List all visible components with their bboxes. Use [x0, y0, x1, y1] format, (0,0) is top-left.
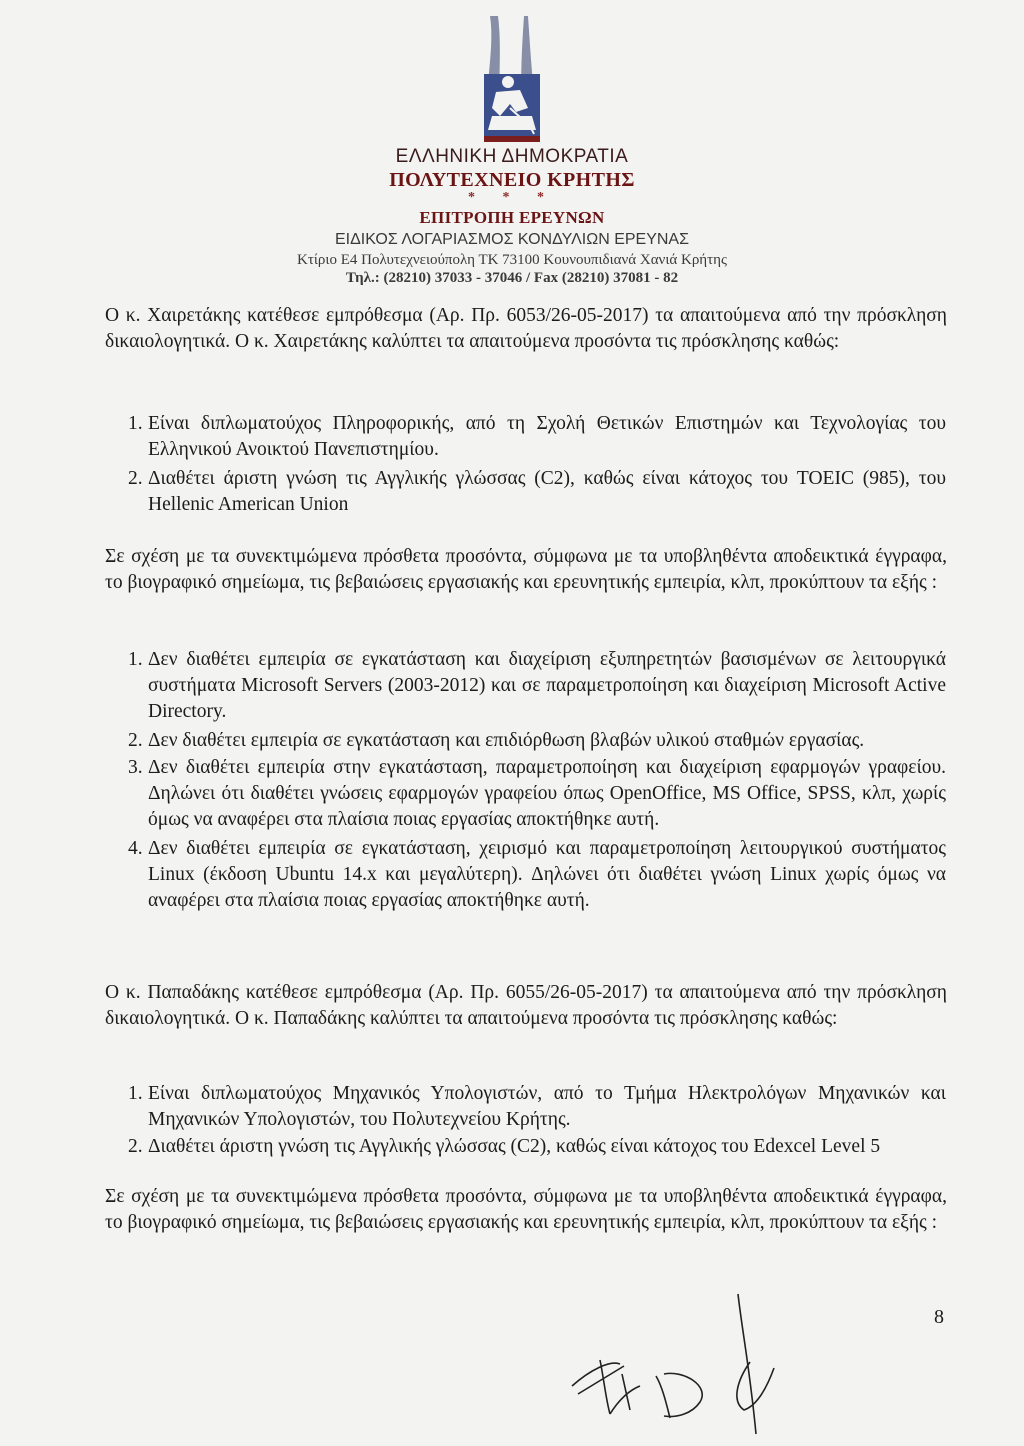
list-item-text: Δεν διαθέτει εμπειρία σε εγκατάσταση και διαχείριση εξυπηρετητών βασισμένων σε λειτουργικά συστήματα Microsoft Servers (2003-2012) και σε παραμετροποίηση και διαχείριση Microsoft Active Directory.	[148, 649, 946, 722]
list-number: 2.	[128, 730, 143, 751]
list-number: 2.	[128, 468, 143, 489]
candidate1-finding-item	[128, 647, 946, 725]
list-item-text: Είναι διπλωματούχος Μηχανικός Υπολογιστών, από το Τμήμα Ηλεκτρολόγων Μηχανικών και Μηχανικών Υπολογιστών, του Πολυτεχνείου Κρήτης.	[148, 1083, 946, 1130]
header-country: ΕΛΛΗΝΙΚΗ ΔΗΜΟΚΡΑΤΙΑ	[395, 146, 629, 167]
list-number: 1.	[128, 649, 143, 670]
candidate1-finding-item	[128, 755, 946, 833]
header-account: ΕΙΔΙΚΟΣ ΛΟΓΑΡΙΑΣΜΟΣ ΚΟΝΔΥΛΙΩΝ ΕΡΕΥΝΑΣ	[335, 231, 689, 248]
candidate2-requirement-item	[128, 1081, 946, 1133]
list-number: 1.	[128, 413, 143, 434]
list-item-text: Δεν διαθέτει εμπειρία στην εγκατάσταση, παραμετροποίηση και διαχείριση εφαρμογών γραφείου. Δηλώνει ότι διαθέτει γνώσεις εφαρμογών γραφείου όπως OpenOffice, MS Office, SPSS, κλπ, χωρίς όμως να αναφέρει στα πλαίσια ποιας εργασίας αποκτήθηκε αυτή.	[148, 757, 946, 830]
list-number: 1.	[128, 1083, 143, 1104]
header-university: ΠΟΛΥΤΕΧΝΕΙΟ ΚΡΗΤΗΣ	[389, 169, 635, 191]
list-item-text: Δεν διαθέτει εμπειρία σε εγκατάσταση και επιδιόρθωση βλαβών υλικού σταθμών εργασίας.	[148, 730, 865, 751]
header-committee: ΕΠΙΤΡΟΠΗ ΕΡΕΥΝΩΝ	[419, 208, 605, 227]
list-item-text: Είναι διπλωματούχος Πληροφορικής, από τη Σχολή Θετικών Επιστημών και Τεχνολογίας του Ελληνικού Ανοικτού Πανεπιστημίου.	[148, 413, 946, 460]
candidate1-assessment-intro: Σε σχέση με τα συνεκτιμώμενα πρόσθετα προσόντα, σύμφωνα με τα υποβληθέντα αποδεικτικά έγγραφα, το βιογραφικό σημείωμα, τις βεβαιώσεις εργασιακής και ερευνητικής εμπειρία, κλπ, προκύπτουν τα εξής :	[105, 546, 947, 593]
header-address: Κτίριο Ε4 Πολυτεχνειούπολη ΤΚ 73100 Κουνουπιδιανά Χανιά Κρήτης	[297, 252, 727, 268]
list-item-text: Δεν διαθέτει εμπειρία σε εγκατάσταση, χειρισμό και παραμετροποίηση λειτουργικού συστήματος Linux (έκδοση Ubuntu 14.x και μεγαλύτερη). Δηλώνει ότι διαθέτει γνώση Linux χωρίς όμως να αναφέρει στα πλαίσια ποιας εργασίας αποκτήθηκε αυτή.	[148, 838, 946, 911]
header-stars: * * *	[468, 190, 556, 205]
page-number: 8	[934, 1306, 944, 1328]
candidate1-finding-item	[128, 836, 946, 914]
list-number: 3.	[128, 757, 143, 778]
candidate2-requirement-item	[128, 1134, 946, 1160]
handwritten-signatures	[560, 1290, 800, 1440]
candidate1-intro: Ο κ. Χαιρετάκης κατέθεσε εμπρόθεσμα (Αρ. Πρ. 6053/26-05-2017) τα απαιτούμενα από την πρόσκληση δικαιολογητικά. Ο κ. Χαιρετάκης καλύπτει τα απαιτούμενα προσόντα τις πρόσκλησης καθώς:	[105, 305, 947, 352]
candidate1-requirement-item	[128, 411, 946, 463]
list-item-text: Διαθέτει άριστη γνώση τις Αγγλικής γλώσσας (C2), καθώς είναι κάτοχος του Edexcel Level 5	[148, 1136, 881, 1157]
university-emblem-logo	[470, 12, 554, 144]
candidate1-requirement-item	[128, 466, 946, 518]
list-number: 4.	[128, 838, 143, 859]
list-item-text: Διαθέτει άριστη γνώση τις Αγγλικής γλώσσας (C2), καθώς είναι κάτοχος του TOEIC (985), του Hellenic American Union	[148, 468, 946, 515]
list-number: 2.	[128, 1136, 143, 1157]
candidate2-assessment-intro: Σε σχέση με τα συνεκτιμώμενα πρόσθετα προσόντα, σύμφωνα με τα υποβληθέντα αποδεικτικά έγγραφα, το βιογραφικό σημείωμα, τις βεβαιώσεις εργασιακής και ερευνητικής εμπειρία, κλπ, προκύπτουν τα εξής :	[105, 1186, 947, 1233]
header-phone: Τηλ.: (28210) 37033 - 37046 / Fax (28210) 37081 - 82	[345, 270, 679, 286]
candidate1-finding-item	[128, 728, 946, 754]
candidate2-intro: Ο κ. Παπαδάκης κατέθεσε εμπρόθεσμα (Αρ. Πρ. 6055/26-05-2017) τα απαιτούμενα από την πρόσκληση δικαιολογητικά. Ο κ. Παπαδάκης καλύπτει τα απαιτούμενα προσόντα τις πρόσκλησης καθώς:	[105, 982, 947, 1029]
